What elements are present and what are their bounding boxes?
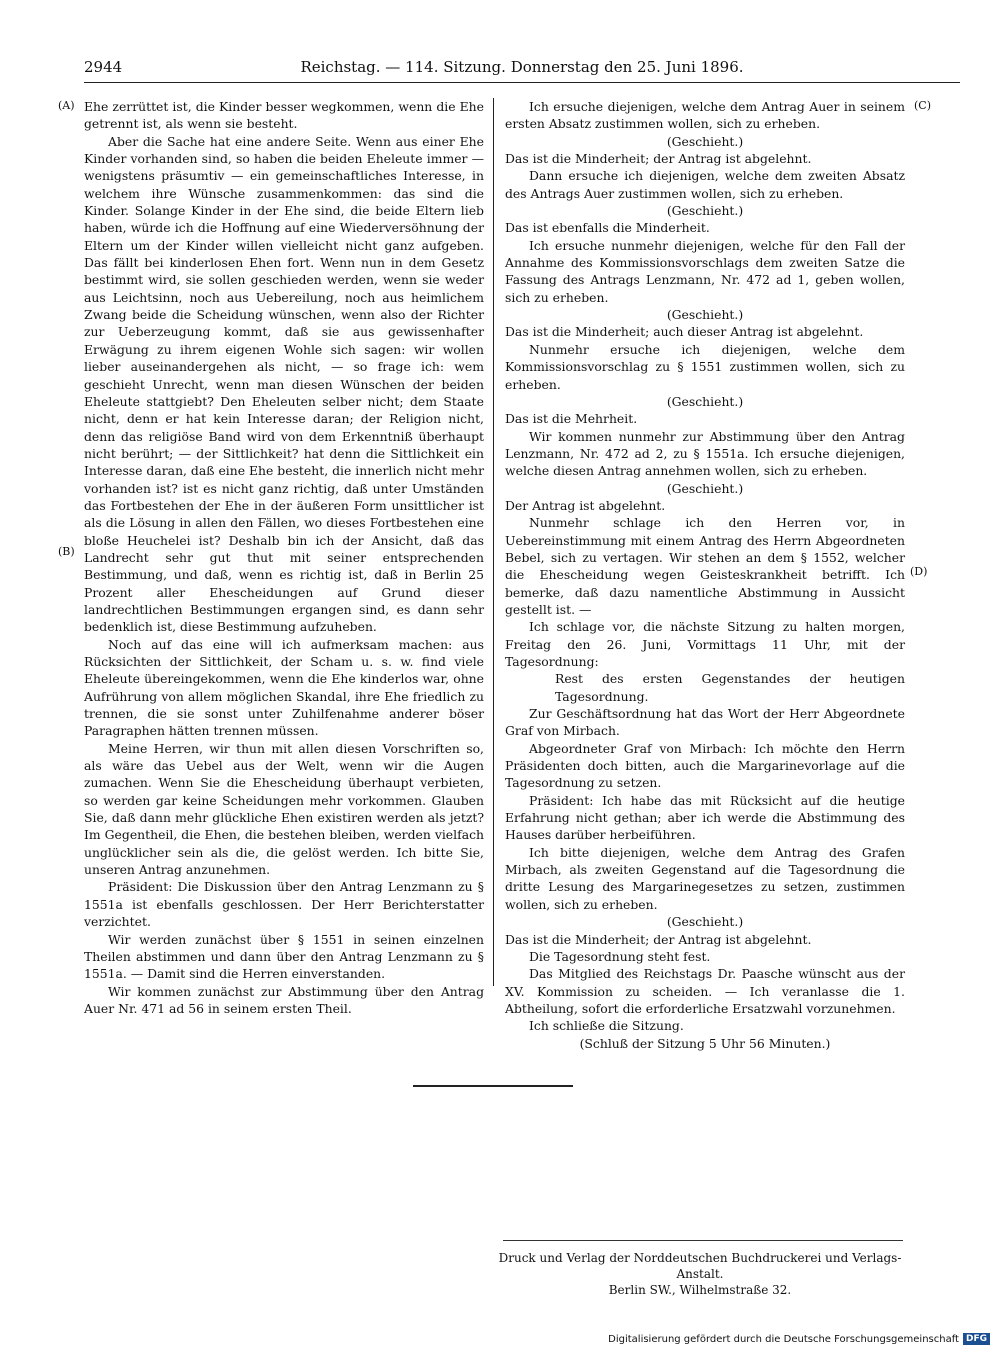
page-header bbox=[84, 58, 960, 80]
stage-direction: (Geschieht.) bbox=[666, 393, 744, 409]
paragraph: Ich schließe die Sitzung. bbox=[529, 1018, 684, 1034]
paragraph: Das ist die Minderheit; auch dieser Antrag ist abgelehnt. bbox=[505, 324, 864, 340]
paragraph: Das ist die Minderheit; der Antrag ist abgelehnt. bbox=[505, 151, 812, 167]
header-rule bbox=[84, 82, 960, 83]
digitization-footer bbox=[608, 1333, 990, 1345]
stage-direction: (Geschieht.) bbox=[666, 133, 744, 149]
paragraph: Präsident: Die Diskussion über den Antrag Lenzmann zu § 1551a ist ebenfalls geschlossen. Der Herr Berichterstatter verzichtet. bbox=[84, 879, 484, 930]
left-column bbox=[84, 98, 484, 1017]
paragraph: Das Mitglied des Reichstags Dr. Paasche wünscht aus der XV. Kommission zu scheiden. — Ich veranlasse die 1. Abtheilung, sofort die erforderliche Ersatzwahl vorzunehmen. bbox=[505, 966, 905, 1016]
paragraph: Nunmehr schlage ich den Herren vor, in Uebereinstimmung mit einem Antrag des Herrn Abgeordneten Bebel, sich zu vertagen. Wir stehen an dem § 1552, welcher die Ehescheidung wegen Geisteskrankheit betrifft. Ich bemerke, daß dazu namentliche Abstimmung in Aussicht gestellt ist. — bbox=[505, 515, 905, 617]
paragraph: Ehe zerrüttet ist, die Kinder besser wegkommen, wenn die Ehe getrennt ist, als wenn sie besteht. bbox=[84, 99, 484, 132]
stage-direction: (Geschieht.) bbox=[666, 203, 744, 219]
stage-direction: (Geschieht.) bbox=[666, 480, 744, 496]
imprint-line: Druck und Verlag der Norddeutschen Buchdruckerei und Verlags-Anstalt. bbox=[498, 1251, 902, 1281]
running-title: Reichstag. — 114. Sitzung. Donnerstag den 25. Juni 1896. bbox=[300, 58, 744, 76]
paragraph: Noch auf das eine will ich aufmerksam machen: aus Rücksichten der Sittlichkeit, der Scham u. s. w. find viele Eheleute übereingekommen, wenn die Ehe kinderlos war, ohne Aufrührung von allem möglichen Skandal, ihre Ehe friedlich zu trennen, die sie sonst unter Zuhilfenahme anderer böser Paragraphen hätten trennen müssen. bbox=[84, 636, 484, 739]
paragraph: Die Tagesordnung steht fest. bbox=[529, 948, 711, 964]
paragraph: Ich ersuche diejenigen, welche dem Antrag Auer in seinem ersten Absatz zustimmen wollen, sich zu erheben. bbox=[505, 99, 905, 132]
page-number: 2944 bbox=[84, 58, 123, 76]
dfg-logo-icon: DFG bbox=[963, 1333, 990, 1345]
paragraph: Wir werden zunächst über § 1551 in seinen einzelnen Theilen abstimmen und dann über den Antrag Lenzmann zu § 1551a. — Damit sind die Herren einverstanden. bbox=[84, 931, 484, 982]
margin-label-b: (B) bbox=[58, 545, 75, 558]
stage-direction: (Geschieht.) bbox=[666, 914, 744, 930]
paragraph: Aber die Sache hat eine andere Seite. Wenn aus einer Ehe Kinder vorhanden sind, so haben die beiden Eheleute immer — wenigstens präsumtiv — ein gemeinschaftliches Interesse, in welchem ihre Wünsche zusammenkommen: das sind die Kinder. Solange Kinder in der Ehe sind, die beide Eltern lieb haben, würde ich die Hoffnung auf eine Wiederversöhnung der Eltern um der Kinder willen vielleicht nicht ganz aufgeben. Das fällt bei kinderlosen Ehen fort. Wenn nun in dem Gesetz bestimmt wird, sie sollen geschieden werden, wenn sie weder aus Leichtsinn, noch aus Uebereilung, noch aus heimlichem Zwang beide die Scheidung wünschen, wenn also der Richter zur Ueberzeugung kommt, daß sie aus gewissenhafter Erwägung zu ihrem eigenen Wohle sich sagen: wir wollen lieber auseinandergehen als nicht, — so frage ich: wem geschieht Unrecht, wenn man diesen Wünschen der beiden Eheleute stattgiebt? Den Eheleuten selber nicht; dem Staate nicht, denn er hat kein Interesse daran; der Religion nicht, denn das religiöse Band wird von dem Erkenntniß überhaupt nicht berührt; — der Sittlichkeit? hat denn die Sittlichkeit ein Interesse daran, daß eine Ehe besteht, die innerlich nicht mehr vorhanden ist? ist es nicht ganz richtig, daß unter Umständen das Fortbestehen der Ehe in der äußeren Form unsittlicher ist als die Lösung in allen den Fällen, wo dieses Fortbestehen eine bloße Heuchelei ist? Deshalb bin ich der Ansicht, daß das Landrecht sehr gut thut mit seiner entsprechenden Bestimmung, und daß, wenn es richtig ist, daß in Berlin 25 Prozent aller Ehescheidungen auf Grund dieser landrechtlichen Bestimmungen ergangen sind, es dann sehr bedenklich ist, diese Bestimmung aufzuheben. bbox=[84, 133, 484, 635]
paragraph: Das ist die Minderheit; der Antrag ist abgelehnt. bbox=[505, 931, 812, 947]
paragraph: Wir kommen nunmehr zur Abstimmung über den Antrag Lenzmann, Nr. 472 ad 2, zu § 1551a. Ich ersuche diejenigen, welche diesen Antrag annehmen wollen, sich zu erheben. bbox=[505, 428, 905, 479]
paragraph: Das ist ebenfalls die Minderheit. bbox=[505, 220, 710, 236]
imprint-rule bbox=[503, 1240, 903, 1241]
paragraph: Zur Geschäftsordnung hat das Wort der Herr Abgeordnete Graf von Mirbach. bbox=[505, 706, 905, 739]
paragraph: Wir kommen zunächst zur Abstimmung über den Antrag Auer Nr. 471 ad 56 in seinem ersten Theil. bbox=[84, 983, 484, 1016]
column-divider bbox=[493, 98, 494, 986]
paragraph: Dann ersuche ich diejenigen, welche dem zweiten Absatz des Antrags Auer zustimmen wollen, sich zu erheben. bbox=[505, 168, 905, 201]
paragraph: Nunmehr ersuche ich diejenigen, welche dem Kommissionsvorschlag zu § 1551 zustimmen wollen, sich zu erheben. bbox=[505, 341, 905, 392]
paragraph: Der Antrag ist abgelehnt. bbox=[505, 497, 666, 513]
paragraph: Präsident: Ich habe das mit Rücksicht auf die heutige Erfahrung nicht gethan; aber ich werde die Abstimmung des Hauses darüber herbeiführen. bbox=[505, 792, 905, 843]
margin-label-d: (D) bbox=[910, 565, 928, 578]
margin-label-a: (A) bbox=[58, 99, 75, 112]
imprint bbox=[480, 1250, 920, 1298]
paragraph: Abgeordneter Graf von Mirbach: Ich möchte den Herrn Präsidenten doch bitten, auch die Margarinevorlage auf die Tagesordnung zu setzen. bbox=[505, 740, 905, 791]
paragraph: Ich ersuche nunmehr diejenigen, welche für den Fall der Annahme des Kommissionsvorschlags dem zweiten Satze die Fassung des Antrags Lenzmann, Nr. 472 ad 1, geben wollen, sich zu erheben. bbox=[505, 237, 905, 305]
margin-label-c: (C) bbox=[914, 99, 931, 112]
stage-direction: (Geschieht.) bbox=[666, 307, 744, 323]
closing-note: (Schluß der Sitzung 5 Uhr 56 Minuten.) bbox=[579, 1035, 831, 1051]
right-column bbox=[505, 98, 905, 1052]
paragraph: Ich schlage vor, die nächste Sitzung zu halten morgen, Freitag den 26. Juni, Vormittags 11 Uhr, mit der Tagesordnung: bbox=[505, 619, 905, 669]
agenda-item: Rest des ersten Gegenstandes der heutigen Tagesordnung. bbox=[555, 671, 905, 704]
paragraph: Meine Herren, wir thun mit allen diesen Vorschriften so, als wäre das Uebel aus der Welt, wenn wir die Augen zumachen. Wenn Sie die Ehescheidung überhaupt verbieten, so werden gar keine Scheidungen mehr vorkommen. Glauben Sie, daß dann mehr glückliche Ehen existiren werden als jetzt? Im Gegentheil, die Ehen, die bestehen bleiben, werden vielfach unglücklicher sein als die, die gelöst werden. Ich bitte Sie, unseren Antrag anzunehmen. bbox=[84, 740, 484, 878]
section-end-rule bbox=[413, 1085, 573, 1087]
digitization-note: Digitalisierung gefördert durch die Deutsche Forschungsgemeinschaft bbox=[608, 1333, 959, 1345]
paragraph: Ich bitte diejenigen, welche dem Antrag des Grafen Mirbach, als zweiten Gegenstand auf die Tagesordnung die dritte Lesung des Margarinegesetzes zu setzen, zustimmen wollen, sich zu erheben. bbox=[505, 844, 905, 912]
paragraph: Das ist die Mehrheit. bbox=[505, 411, 638, 427]
imprint-line: Berlin SW., Wilhelmstraße 32. bbox=[608, 1283, 792, 1297]
